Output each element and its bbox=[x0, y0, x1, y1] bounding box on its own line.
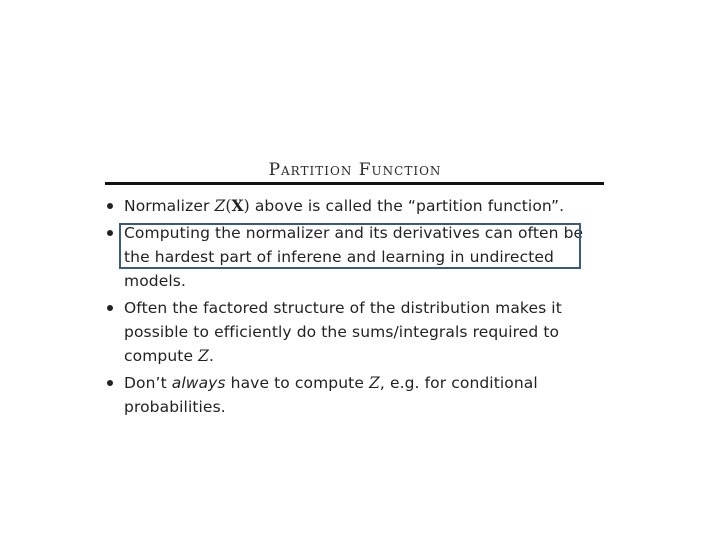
emphasis-text: always bbox=[171, 374, 226, 392]
bullet-dot-icon bbox=[107, 203, 113, 209]
bullet-dot-icon bbox=[107, 380, 113, 386]
math-argument: X bbox=[231, 196, 244, 215]
math-variable: Z bbox=[214, 197, 226, 215]
bullet-text: Don’t bbox=[124, 374, 172, 392]
math-paren-close: ) bbox=[243, 197, 250, 215]
bullet-text: Often the factored structure of the distribution makes it possible to efficiently do the sums/integrals required to compute bbox=[124, 299, 562, 365]
math-variable: Z bbox=[369, 374, 380, 392]
bullet-item-factored bbox=[106, 296, 606, 368]
bullet-item-conditional bbox=[106, 371, 606, 419]
bullet-item-normalizer bbox=[106, 194, 606, 218]
title-rule bbox=[105, 182, 604, 185]
bullet-text: above is called the “partition function”. bbox=[249, 197, 565, 215]
bullet-dot-icon bbox=[107, 230, 113, 236]
bullet-dot-icon bbox=[107, 305, 113, 311]
bullet-item-computing bbox=[106, 221, 606, 293]
math-variable: Z bbox=[198, 347, 209, 365]
math-paren-open: ( bbox=[225, 197, 232, 215]
bullet-text: have to compute bbox=[225, 374, 370, 392]
bullet-text: Normalizer bbox=[124, 197, 215, 215]
bullet-text: , e.g. for conditional probabilities. bbox=[124, 374, 538, 416]
bullet-list bbox=[106, 194, 606, 422]
bullet-text: . bbox=[208, 347, 215, 365]
slide-title: Partition Function bbox=[268, 160, 442, 180]
bullet-text: Computing the normalizer and its derivatives can often be the hardest part of inferene and learning in undirected models. bbox=[124, 224, 584, 290]
